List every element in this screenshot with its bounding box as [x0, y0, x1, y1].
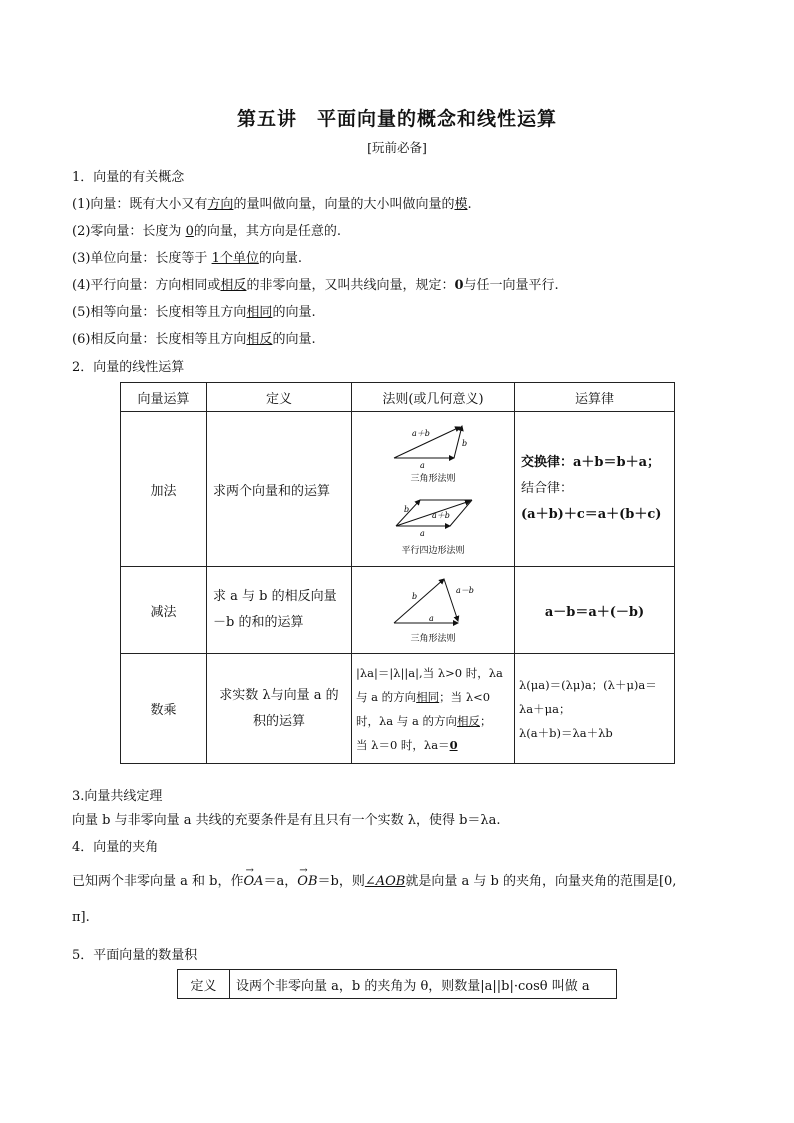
header-law: 运算律 — [515, 383, 675, 412]
sub-label-a: a — [429, 614, 434, 623]
vector-oa: → OA — [243, 865, 264, 889]
op-scalar: 数乘 — [121, 654, 207, 764]
sub-vector-b — [394, 579, 444, 623]
triangle-caption: 三角形法则 — [410, 474, 456, 484]
angle-definition-line: 已知两个非零向量 a 和 b，作 → OA＝a， → OB＝b，则∠AOB就是向量 a 与 b 的夹角，向量夹角的范围是[0, — [72, 865, 677, 889]
rule-subtraction — [352, 567, 515, 654]
vector-ob: → OB — [297, 865, 318, 889]
law-scalar: λ(μa)＝(λμ)a；(λ＋μ)a＝ λa＋μa； λ(a＋b)＝λa＋λb — [515, 654, 675, 764]
subtraction-diagram — [354, 569, 512, 647]
linear-operations-table — [120, 382, 675, 764]
label-a-plus-b: a＋b — [412, 429, 430, 438]
concept-item-6: (6)相反向量：长度相等且方向相反的向量. — [72, 332, 316, 347]
label-b: b — [462, 439, 468, 448]
def-scalar: 求实数 λ与向量 a 的 积的运算 — [207, 654, 352, 764]
dot-definition-label: 定义 — [178, 970, 230, 999]
vector-b-line — [454, 426, 462, 458]
section-3-heading: 3.向量共线定理 — [72, 789, 163, 804]
rule-addition — [352, 412, 515, 567]
section-2-heading: 2．向量的线性运算 — [72, 360, 185, 375]
collinear-theorem-text: 向量 b 与非零向量 a 共线的充要条件是有且只有一个实数 λ，使得 b＝λa. — [72, 813, 501, 828]
law-subtraction: a－b＝a＋(－b) — [515, 567, 675, 654]
header-rule: 法则(或几何意义) — [352, 383, 515, 412]
section-4-heading: 4．向量的夹角 — [72, 840, 159, 855]
section-5-heading: 5．平面向量的数量积 — [72, 948, 198, 963]
sub-triangle-caption: 三角形法则 — [410, 634, 456, 644]
header-operation: 向量运算 — [121, 383, 207, 412]
angle-aob: ∠AOB — [364, 874, 406, 889]
sub-label-b: b — [412, 592, 418, 601]
parallelogram-caption: 平行四边形法则 — [401, 546, 465, 556]
law-addition: 交换律：a＋b＝b＋a； 结合律： (a＋b)＋c＝a＋(b＋c) — [515, 412, 675, 567]
par-label-b: b — [404, 505, 410, 514]
table-row-subtraction — [121, 567, 675, 654]
concept-item-3: (3)单位向量：长度等于 1个单位的向量. — [72, 251, 302, 266]
dot-product-table — [177, 969, 617, 999]
op-subtraction: 减法 — [121, 567, 207, 654]
concept-item-4: (4)平行向量：方向相同或相反的非零向量，又叫共线向量，规定：0与任一向量平行. — [72, 278, 559, 293]
table-row-addition — [121, 412, 675, 567]
def-subtraction: 求 a 与 b 的相反向量 －b 的和的运算 — [207, 567, 352, 654]
angle-range-end: π]. — [72, 910, 90, 925]
page-subtitle: [玩前必备] — [367, 140, 427, 155]
table-row — [178, 970, 617, 999]
addition-diagram — [354, 414, 512, 560]
par-label-a-plus-b: a＋b — [432, 511, 450, 520]
concept-item-1: (1)向量：既有大小又有方向的量叫做向量，向量的大小叫做向量的模. — [72, 197, 472, 212]
dot-definition-text: 设两个非零向量 a，b 的夹角为 θ，则数量|a||b|·cosθ 叫做 a — [230, 970, 617, 999]
rule-scalar: |λa|＝|λ||a|,当 λ>0 时，λa 与 a 的方向相同；当 λ<0 时，λa 与 a 的方向相反； 当 λ＝0 时，λa＝0 — [352, 654, 515, 764]
page-title: 第五讲 平面向量的概念和线性运算 — [236, 108, 557, 130]
sub-label-a-minus-b: a－b — [456, 586, 474, 595]
par-label-a: a — [420, 529, 425, 538]
concept-item-2: (2)零向量：长度为 0的向量，其方向是任意的. — [72, 224, 341, 239]
table-header-row — [121, 383, 675, 412]
table-row-scalar — [121, 654, 675, 764]
section-1-heading: 1．向量的有关概念 — [72, 170, 185, 185]
header-definition: 定义 — [207, 383, 352, 412]
label-a: a — [420, 461, 425, 470]
def-addition: 求两个向量和的运算 — [207, 412, 352, 567]
concept-item-5: (5)相等向量：长度相等且方向相同的向量. — [72, 305, 316, 320]
op-addition: 加法 — [121, 412, 207, 567]
